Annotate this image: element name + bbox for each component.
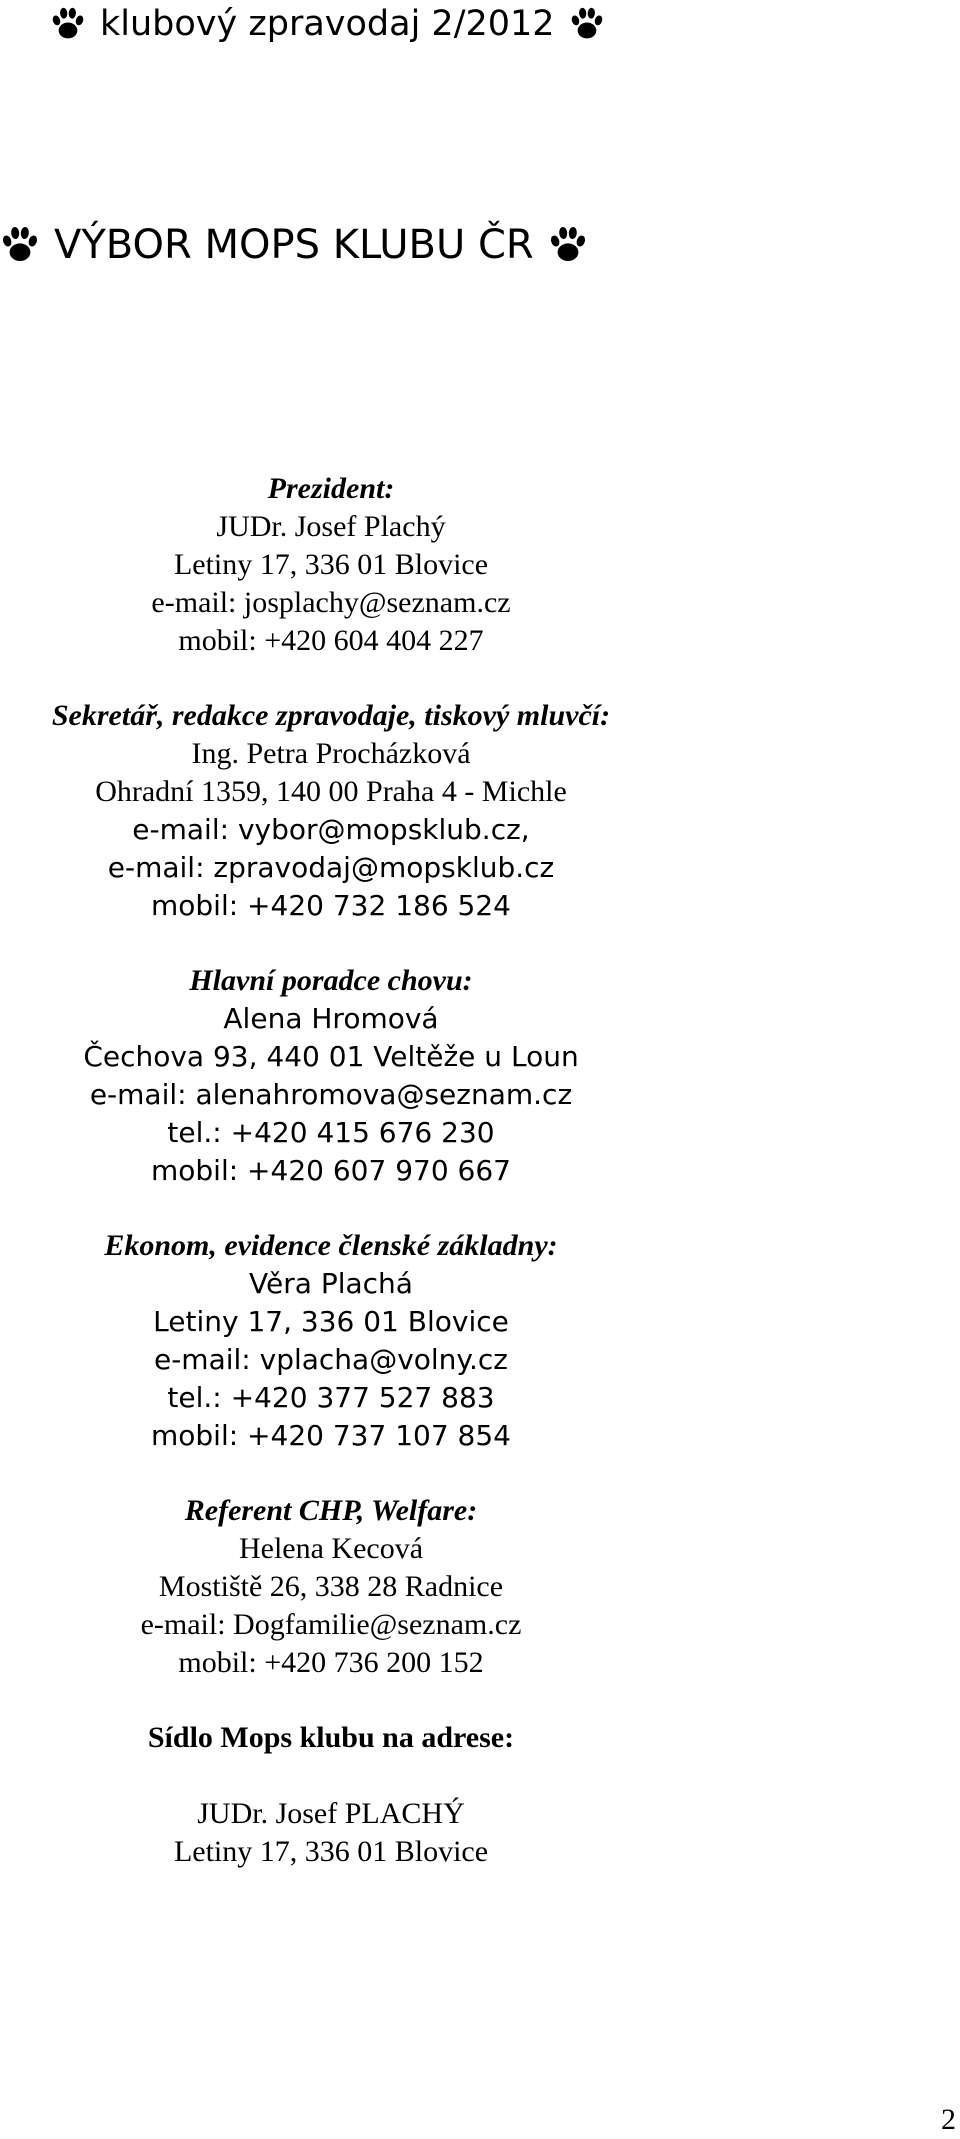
contact-address: Ohradní 1359, 140 00 Praha 4 - Michle — [95, 775, 567, 808]
contact-address: Letiny 17, 336 01 Blovice — [173, 1835, 489, 1868]
paw-print-icon — [569, 6, 605, 42]
contact-phone: tel.: +420 377 527 883 — [167, 1381, 495, 1414]
contact-mobile: mobil: +420 604 404 227 — [178, 624, 484, 657]
contact-mobile: mobil: +420 737 107 854 — [150, 1419, 511, 1452]
contact-phone: tel.: +420 415 676 230 — [167, 1116, 495, 1149]
committee-title-text: VÝBOR MOPS KLUBU ČR — [54, 222, 534, 268]
newsletter-title — [50, 4, 619, 44]
contact-mobile: mobil: +420 607 970 667 — [150, 1154, 511, 1187]
paw-print-icon — [0, 225, 40, 265]
contact-name: Ing. Petra Procházková — [191, 737, 471, 770]
contact-address: Mostiště 26, 338 28 Radnice — [158, 1570, 504, 1603]
section-heading: Prezident: — [267, 472, 395, 505]
contact-name: Věra Plachá — [249, 1267, 413, 1300]
paw-print-icon — [548, 225, 588, 265]
contact-email: e-mail: zpravodaj@mopsklub.cz — [107, 851, 555, 884]
contact-address: Čechova 93, 440 01 Veltěže u Loun — [83, 1040, 579, 1073]
contact-email: e-mail: alenahromova@seznam.cz — [89, 1078, 573, 1111]
contact-mobile: mobil: +420 732 186 524 — [150, 889, 511, 922]
contact-email: e-mail: josplachy@seznam.cz — [151, 586, 511, 619]
committee-contacts — [0, 470, 662, 1908]
section-heading: Sídlo Mops klubu na adrese: — [147, 1721, 515, 1754]
contact-name: JUDr. Josef PLACHÝ — [197, 1797, 465, 1830]
section-welfare — [0, 1492, 662, 1682]
contact-name: JUDr. Josef Plachý — [216, 510, 446, 543]
contact-mobile: mobil: +420 736 200 152 — [178, 1646, 484, 1679]
contact-address: Letiny 17, 336 01 Blovice — [173, 548, 489, 581]
contact-name: Helena Kecová — [238, 1532, 424, 1565]
section-president — [0, 470, 662, 660]
page-number: 2 — [941, 2103, 956, 2136]
contact-email: e-mail: Dogfamilie@seznam.cz — [140, 1608, 522, 1641]
section-headquarters — [0, 1719, 662, 1871]
contact-name: Alena Hromová — [223, 1002, 439, 1035]
paw-print-icon — [50, 6, 86, 42]
contact-email: e-mail: vybor@mopsklub.cz, — [132, 813, 530, 846]
newsletter-title-text: klubový zpravodaj 2/2012 — [100, 4, 555, 44]
section-heading: Sekretář, redakce zpravodaje, tiskový mluvčí: — [51, 699, 611, 732]
section-secretary — [0, 697, 662, 925]
section-heading: Hlavní poradce chovu: — [189, 964, 473, 997]
contact-email: e-mail: vplacha@volny.cz — [153, 1343, 509, 1376]
committee-title — [0, 222, 602, 268]
section-heading: Ekonom, evidence členské základny: — [104, 1229, 558, 1262]
section-heading: Referent CHP, Welfare: — [184, 1494, 478, 1527]
section-economist — [0, 1227, 662, 1455]
section-breeding-advisor — [0, 962, 662, 1190]
contact-address: Letiny 17, 336 01 Blovice — [153, 1305, 509, 1338]
